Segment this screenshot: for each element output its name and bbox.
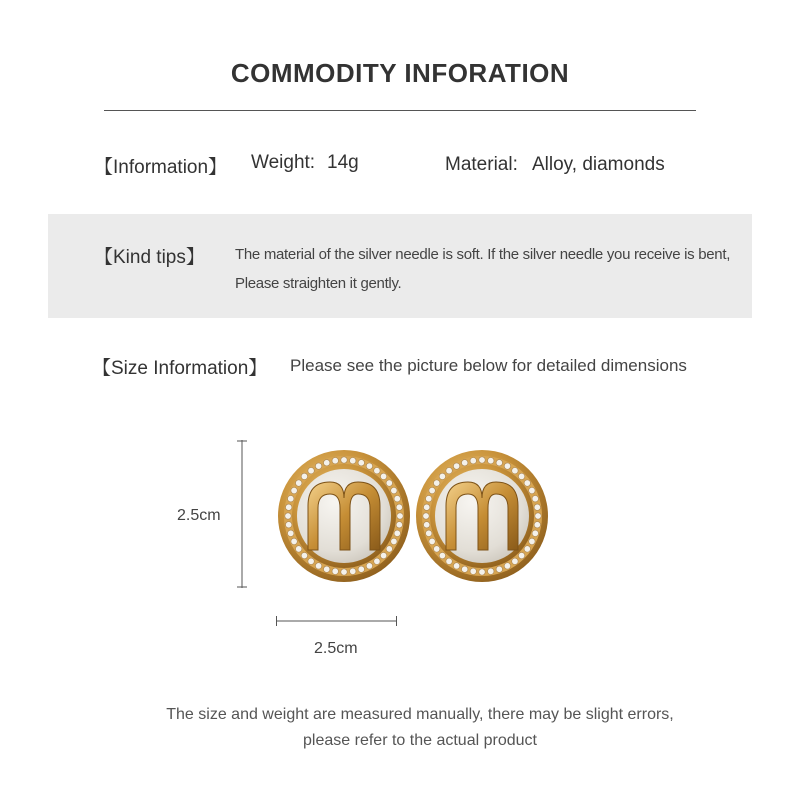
diamond-stone: [332, 457, 338, 463]
diamond-stone: [308, 558, 314, 564]
diamond-stone: [453, 563, 459, 569]
diamond-stone: [453, 463, 459, 469]
diamond-stone: [518, 473, 524, 479]
weight-label: Weight:: [251, 152, 316, 173]
diamond-stone: [301, 473, 307, 479]
diamond-stone: [396, 504, 402, 510]
height-dimension-line: [236, 440, 248, 590]
size-information-label: 【Size Information】: [92, 358, 268, 379]
diamond-stone: [324, 566, 330, 572]
diamond-stone: [462, 566, 468, 572]
diamond-stone: [532, 530, 538, 536]
kind-tips-line-1: The material of the silver needle is soft. If the silver needle you receive is bent,: [235, 246, 731, 263]
diamond-stone: [439, 552, 445, 558]
size-information-note: Please see the picture below for detailed dimensions: [290, 356, 687, 375]
diamond-stone: [426, 530, 432, 536]
diamond-stone: [504, 563, 510, 569]
diamond-stone: [374, 558, 380, 564]
diamond-stone: [535, 513, 541, 519]
diamond-stone: [446, 468, 452, 474]
diamond-stone: [534, 522, 540, 528]
diamond-stone: [479, 569, 485, 575]
diamond-stone: [524, 480, 530, 486]
diamond-stone: [439, 473, 445, 479]
diamond-stone: [380, 552, 386, 558]
right-earring: [416, 450, 548, 582]
kind-tips-line-2: Please straighten it gently.: [235, 275, 402, 292]
diamond-stone: [512, 558, 518, 564]
diamond-stone: [397, 513, 403, 519]
diamond-stone: [529, 538, 535, 544]
title-divider: [104, 110, 696, 111]
diamond-stone: [512, 468, 518, 474]
diamond-stone: [285, 513, 291, 519]
diamond-stone: [423, 513, 429, 519]
diamond-stone: [288, 496, 294, 502]
diamond-stone: [366, 563, 372, 569]
diamond-stone: [308, 468, 314, 474]
diamond-stone: [332, 568, 338, 574]
height-dimension-label: 2.5cm: [177, 507, 221, 524]
kind-tips-label: 【Kind tips】: [94, 247, 205, 268]
diamond-stone: [380, 473, 386, 479]
diamond-stone: [358, 460, 364, 466]
diamond-stone: [462, 460, 468, 466]
footer-line-1: The size and weight are measured manually, there may be slight errors,: [166, 706, 674, 723]
diamond-stone: [296, 546, 302, 552]
diamond-stone: [534, 504, 540, 510]
diamond-stone: [488, 457, 494, 463]
diamond-stone: [296, 480, 302, 486]
diamond-stone: [496, 460, 502, 466]
diamond-stone: [391, 487, 397, 493]
diamond-stone: [315, 563, 321, 569]
diamond-stone: [291, 538, 297, 544]
diamond-stone: [479, 457, 485, 463]
diamond-stone: [470, 457, 476, 463]
diamond-stone: [423, 522, 429, 528]
weight-value: 14g: [327, 152, 359, 173]
diamond-stone: [285, 522, 291, 528]
diamond-stone: [341, 457, 347, 463]
diamond-stone: [434, 546, 440, 552]
diamond-stone: [423, 504, 429, 510]
diamond-stone: [301, 552, 307, 558]
width-dimension-label: 2.5cm: [314, 640, 358, 657]
information-label: 【Information】: [94, 157, 228, 178]
diamond-stone: [488, 568, 494, 574]
diamond-stone: [434, 480, 440, 486]
diamond-stone: [366, 463, 372, 469]
diamond-stone: [429, 538, 435, 544]
left-earring: [278, 450, 410, 582]
diamond-stone: [394, 530, 400, 536]
diamond-stone: [429, 487, 435, 493]
diamond-stone: [426, 496, 432, 502]
diamond-stone: [358, 566, 364, 572]
diamond-stone: [374, 468, 380, 474]
footer-line-2: please refer to the actual product: [303, 732, 537, 749]
diamond-stone: [285, 504, 291, 510]
diamond-stone: [386, 480, 392, 486]
diamond-stone: [350, 568, 356, 574]
diamond-stone: [341, 569, 347, 575]
diamond-stone: [394, 496, 400, 502]
width-dimension-line: [276, 615, 398, 627]
diamond-stone: [350, 457, 356, 463]
diamond-stone: [324, 460, 330, 466]
page-title: COMMODITY INFORATION: [230, 58, 570, 88]
diamond-stone: [496, 566, 502, 572]
diamond-stone: [504, 463, 510, 469]
material-value: Alloy, diamonds: [532, 154, 665, 175]
diamond-stone: [470, 568, 476, 574]
diamond-stone: [315, 463, 321, 469]
diamond-stone: [396, 522, 402, 528]
diamond-stone: [529, 487, 535, 493]
diamond-stone: [391, 538, 397, 544]
diamond-stone: [524, 546, 530, 552]
diamond-stone: [386, 546, 392, 552]
diamond-stone: [518, 552, 524, 558]
diamond-stone: [446, 558, 452, 564]
diamond-stone: [291, 487, 297, 493]
footer-note: [0, 702, 800, 754]
diamond-stone: [288, 530, 294, 536]
material-label: Material:: [445, 154, 518, 175]
diamond-stone: [532, 496, 538, 502]
earrings-product-image: [268, 440, 558, 590]
